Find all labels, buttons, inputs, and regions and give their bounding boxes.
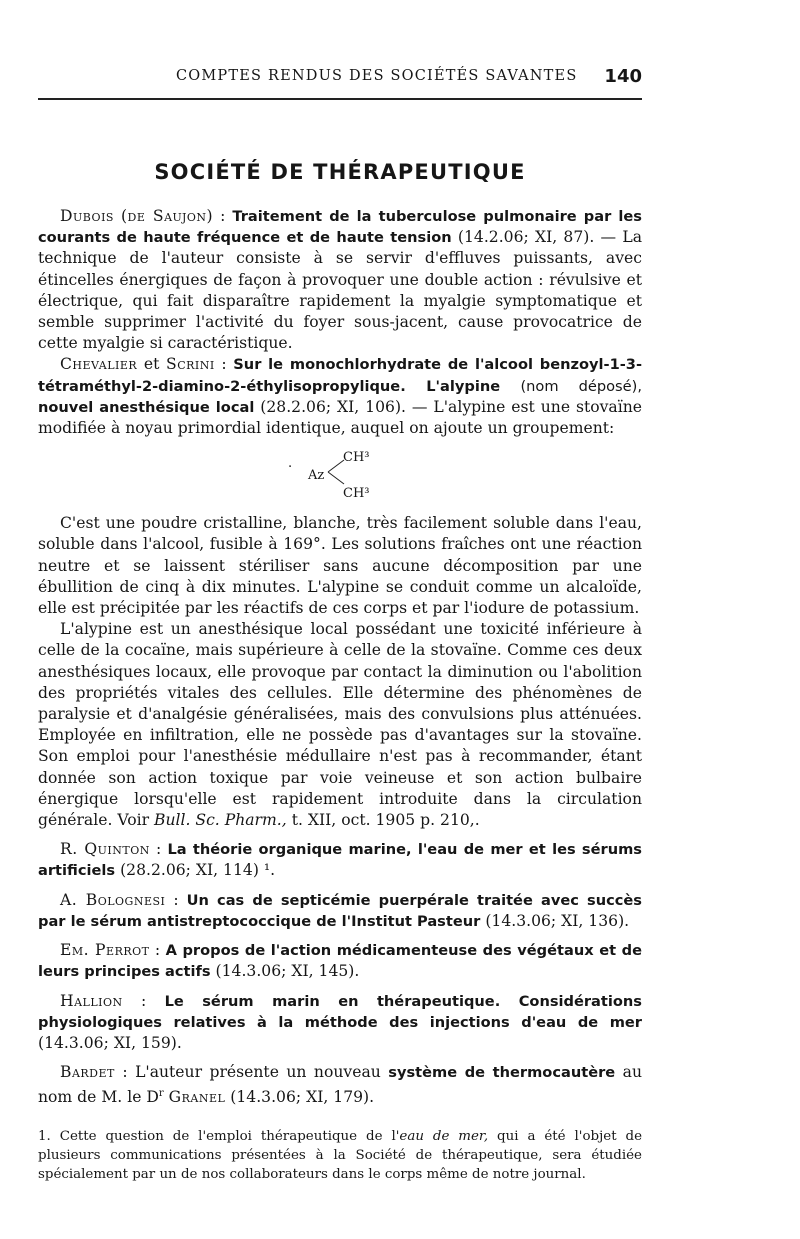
author-name: Em. Perrot bbox=[60, 941, 150, 960]
entry-ref: (14.3.06; XI, 159). bbox=[38, 1033, 182, 1052]
entry-ref: (14.2.06; XI, 87). bbox=[457, 228, 595, 247]
footnote-text-2: qui a été l'objet de plusieurs communications présentées à la Société de thérapeutique, sera étudiée spécialement par un de nos collaborateurs dans le corps même de notre journal. bbox=[38, 1129, 642, 1182]
paragraph-properties: C'est une poudre cristalline, blanche, très facilement soluble dans l'eau, soluble dans l'alcool, fusible à 169°. Les solutions fraîches ont une réaction neutre et se laissent stériliser sans aucune décomposition par une ébullition de cinq à dix minutes. L'alypine se conduit comme un alcaloïde, elle est précipitée par les réactifs de ces corps et par l'iodure de potassium. bbox=[38, 514, 642, 618]
running-head bbox=[38, 66, 642, 90]
footnote-text: 1. Cette question de l'emploi thérapeutique de l' bbox=[38, 1129, 400, 1144]
entry-ref: (14.3.06; XI, 136). bbox=[485, 911, 630, 930]
entry-hallion: Hallion : Le sérum marin en thérapeutique. Considérations physiologiques relatives à la méthode des injections d'eau de mer (14.3.06; XI, 159). bbox=[38, 991, 642, 1052]
entry-ref: (28.2.06; XI, 114) ¹. bbox=[120, 861, 276, 880]
entry-quinton: R. Quinton : La théorie organique marine, l'eau de mer et les sérums artificiels (28.2.06; XI, 114) ¹. bbox=[38, 840, 642, 880]
entry-perrot: Em. Perrot : A propos de l'action médicamenteuse des végétaux et de leurs principes actifs (14.3.06; XI, 145). bbox=[38, 941, 642, 981]
chemical-formula bbox=[38, 443, 642, 509]
entry-ref: (14.3.06; XI, 179). bbox=[230, 1088, 375, 1107]
entry-chevalier: Chevalier et Scrini : Sur le monochlorhydrate de l'alcool benzoyl-1-3-tétraméthyl-2-diamino-2-éthylisopropylique. L'alypine (nom déposé), nouvel anesthésique local (28.2.06; XI, 106). — L'alypine est une stovaïne modifiée à noyau primordial identique, auquel on ajoute un groupement: bbox=[38, 355, 643, 438]
entry-title: Traitement de la tuberculose pulmonaire par les courants de haute fréquence et de haute tension bbox=[38, 208, 642, 247]
entry-title: La théorie organique marine, l'eau de mer et les sérums artificiels bbox=[38, 841, 642, 880]
author-extra: (de Saujon) bbox=[120, 207, 214, 225]
entry-title: Sur le monochlorhydrate de l'alcool benzoyl-1-3-tétraméthyl-2-diamino-2-éthylisopropylique. L'alypine bbox=[38, 356, 643, 395]
entry-title-note: (nom déposé), bbox=[520, 377, 642, 395]
author-name: Dubois bbox=[60, 207, 114, 225]
paragraph-toxicity bbox=[38, 619, 642, 831]
entry-title: Un cas de septicémie puerpérale traitée avec succès par le sérum antistreptococcique de l'Institut Pasteur bbox=[38, 891, 642, 930]
entry-ref: (14.3.06; XI, 145). bbox=[215, 962, 360, 981]
footnote bbox=[38, 1127, 642, 1184]
entry-title: A propos de l'action médicamenteuse des végétaux et de leurs principes actifs bbox=[38, 942, 642, 981]
entry-title: système de thermocautère bbox=[388, 1064, 616, 1082]
entry-text: — La technique de l'auteur consiste à se servir d'effluves puissants, avec étincelles énergiques de façon à provoquer une double action : révulsive et électrique, qui fait disparaître rapidement la myalgie symptomatique et semble supprimer l'activité du foyer sous-jacent, cause provocatrice de cette myalgie si caractéristique. bbox=[38, 228, 643, 353]
running-head-title: COMPTES RENDUS DES SOCIÉTÉS SAVANTES bbox=[176, 68, 578, 84]
entry-bardet: Bardet : L'auteur présente un nouveau système de thermocautère au nom de M. le $D^r$ Granel (14.3.06; XI, 179). bbox=[38, 1063, 643, 1107]
formula-dot: . bbox=[288, 456, 293, 472]
entry-text: L'auteur présente un nouveau bbox=[135, 1063, 381, 1082]
entry-title-end: nouvel anesthésique local bbox=[38, 398, 255, 416]
formula-bottom: CH³ bbox=[343, 486, 370, 502]
header-rule bbox=[38, 98, 642, 100]
page-number: 140 bbox=[604, 66, 642, 87]
journal-reference: Bull. Sc. Pharm., bbox=[154, 811, 287, 830]
formula-left: Az bbox=[308, 468, 325, 484]
paragraph-text: L'alypine est un anesthésique local possédant une toxicité inférieure à celle de la cocaïne, mais supérieure à celle de la stovaïne. Comme ces deux anesthésiques locaux, elle provoque par contact la diminution ou l'abolition des propriétés vitales des cellules. Elle détermine des phénomènes de paralysie et d'analgésie généralisées, mais des convulsions plus atténuées. Employée en infiltration, elle ne possède pas d'avantages sur la stovaïne. Son emploi pour l'anesthésie médullaire n'est pas à recommander, étant donnée son action toxique par voie veineuse et son action bulbaire énergique lorsqu'elle est rapidement introduite dans la circulation générale. Voir bbox=[38, 620, 642, 830]
entry-text-2: au nom de M. le D bbox=[38, 1063, 643, 1107]
entry-dubois: Dubois (de Saujon) : Traitement de la tuberculose pulmonaire par les courants de haute fréquence et de haute tension (14.2.06; XI, 87). — La technique de l'auteur consiste à se servir d'effluves puissants, avec étincelles énergiques de façon à provoquer une double action : révulsive et électrique, qui fait disparaître rapidement la myalgie symptomatique et semble supprimer l'activité du foyer sous-jacent, cause provocatrice de cette myalgie si caractéristique. bbox=[38, 207, 643, 353]
person-name: Granel bbox=[168, 1088, 226, 1107]
entry-text: — L'alypine est une stovaïne modifiée à noyau primordial identique, auquel on ajoute un groupement: bbox=[38, 397, 642, 438]
entry-ref: (28.2.06; XI, 106). bbox=[260, 397, 406, 416]
author-join: et bbox=[143, 355, 160, 374]
author-name-2: Scrini bbox=[166, 355, 215, 374]
author-name: Hallion bbox=[60, 991, 123, 1010]
entry-title: Le sérum marin en thérapeutique. Considérations physiologiques relatives à la méthode des injections d'eau de mer bbox=[38, 992, 642, 1031]
author-name: Bardet bbox=[60, 1063, 115, 1082]
superscript: r bbox=[158, 1088, 164, 1100]
footnote-italic: eau de mer, bbox=[399, 1129, 489, 1144]
journal-volume: t. XII, oct. 1905 p. 210,. bbox=[291, 811, 480, 830]
section-title: SOCIÉTÉ DE THÉRAPEUTIQUE bbox=[154, 160, 526, 184]
article-body bbox=[38, 206, 642, 1109]
author-name: Chevalier bbox=[60, 355, 138, 374]
author-name: A. Bolognesi bbox=[60, 890, 166, 909]
entry-bolognesi: A. Bolognesi : Un cas de septicémie puerpérale traitée avec succès par le sérum antistreptococcique de l'Institut Pasteur (14.3.06; XI, 136). bbox=[38, 890, 642, 930]
author-name: R. Quinton bbox=[60, 840, 150, 859]
formula-top: CH³ bbox=[343, 450, 370, 466]
